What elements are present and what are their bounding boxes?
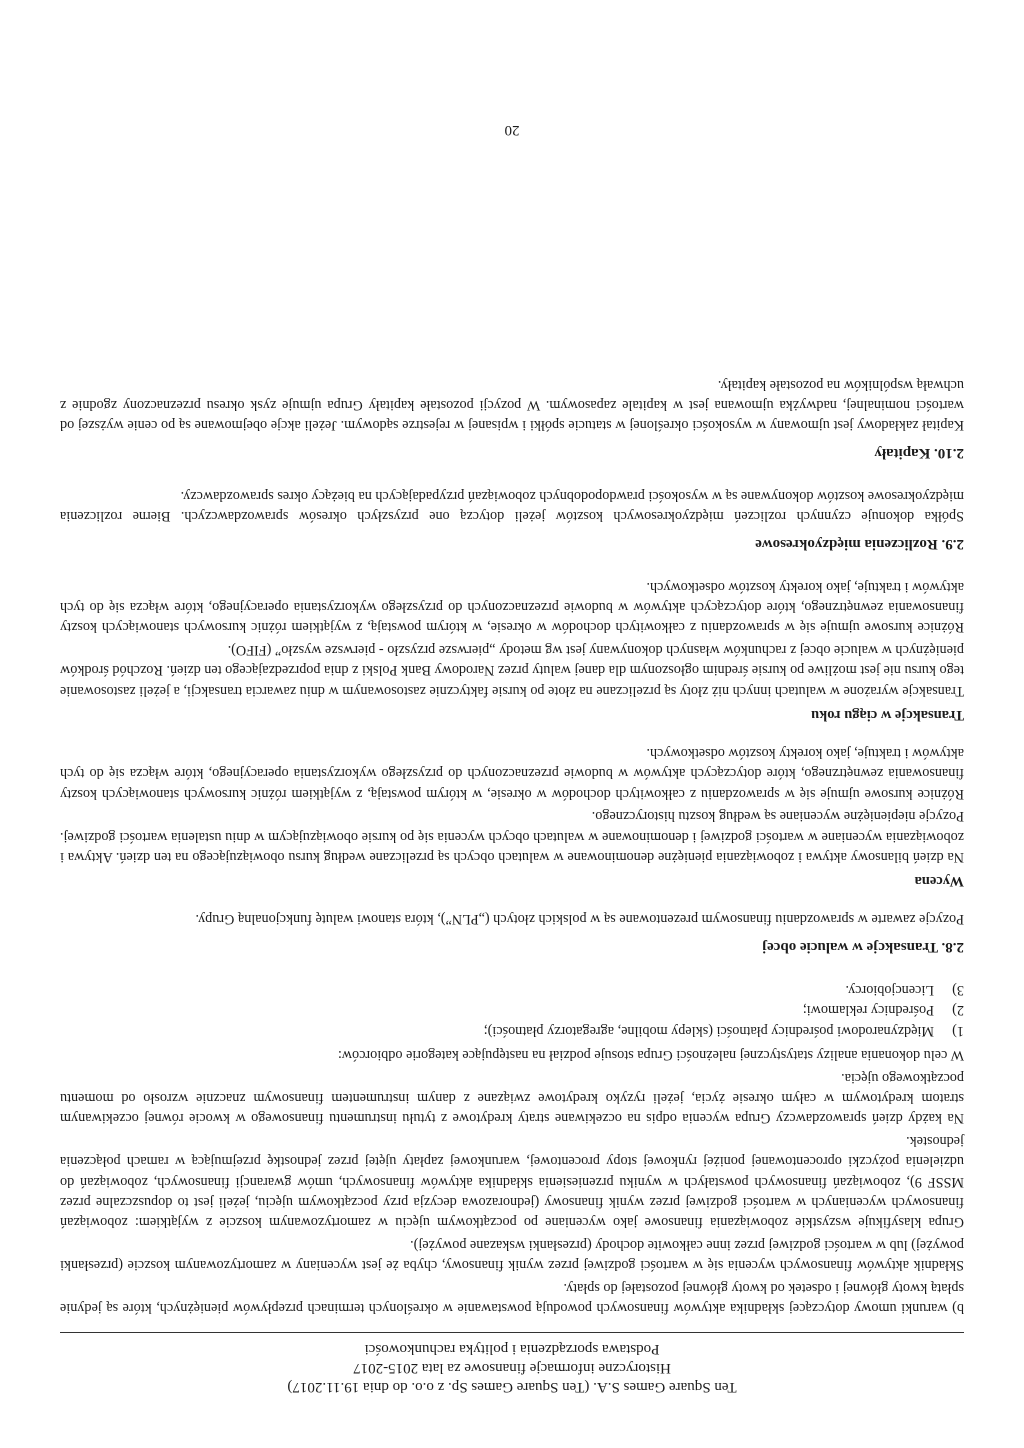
paragraph-liabilities-classification: Grupa klasyfikuje wszystkie zobowiązania finansowe jako wyceniane po początkowym ujęciu w zamortyzowanym koszcie z wyjątkiem: zobowiązań finansowych wycenianych w wartości godziwej przez wynik finansowy (jednorazowa decyzja przy początkowym ujęciu, jeżeli jest to dopuszczalne przez MSSF 9), zobowiązań finansowych powstałych w wyniku przeniesienia składnika aktywów finansowych, umów gwarancji finansowych, zobowiązań do udzielenia pożyczki oprocentowanej poniżej rynkowej stopy procentowej, warunkowej zapłaty ujętej przez jednostkę przejmującą w ramach połączenia jednostek.	[60, 1132, 964, 1231]
list-item-text: Międzynarodowi pośrednicy płatności (sklepy mobilne, agregatorzy płatności);	[483, 1022, 934, 1039]
paragraph-wycena-2: Różnice kursowe ujmuje się w sprawozdaniu z całkowitych dochodów w okresie, w którym powstają, z wyjątkiem różnic kursowych stanowiących koszty finansowania zewnętrznego, które dotyczących aktywów w budowie przeznaczonych do przyszłego wykorzystania operacyjnego, które włącza się do tych aktywów i traktuje, jako korekty kosztów odsetkowych.	[60, 745, 964, 802]
list-item-number: 1)	[952, 1022, 964, 1039]
header-company: Ten Square Games S.A. (Ten Square Games Sp. z o.o. do dnia 19.11.2017)	[287, 1379, 737, 1395]
subheading-wycena: Wycena	[914, 873, 964, 890]
section-heading-2-9: 2.9. Rozliczenia międzyokresowe	[755, 536, 964, 553]
page-content	[60, 122, 964, 1396]
list-item	[60, 980, 964, 1000]
paragraph-transakcje-2: Różnice kursowe ujmuje się w sprawozdaniu z całkowitych dochodów w okresie, w którym powstają, z wyjątkiem różnic kursowych stanowiących koszty finansowania zewnętrznego, które dotyczących aktywów w budowie przeznaczonych do przyszłego wykorzystania operacyjnego, które włącza się do tych aktywów i traktuje, jako korekty kosztów odsetkowych.	[60, 578, 964, 636]
section-heading-2-10: 2.10. Kapitały	[874, 445, 964, 462]
header-divider	[60, 1332, 964, 1333]
paragraph-functional-currency: Pozycje zawarte w sprawozdaniu finansowym prezentowane są w polskich złotych („PLN”), która stanowi walutę funkcjonalną Grupy.	[195, 911, 964, 928]
header-section: Podstawa sporządzenia i polityka rachunkowości	[364, 1341, 660, 1357]
page-header	[60, 1339, 964, 1396]
header-subtitle: Historyczne informacje finansowe za lata 2015-2017	[353, 1360, 671, 1376]
paragraph-asset-valuation: Składnik aktywów finansowych wycenia się w wartości godziwej przez wynik finansowy, chyba że jest wyceniany w zamortyzowanym koszcie (przesłanki powyżej) lub w wartości godziwej przez inne całkowite dochody (przesłanki wskazane powyżej).	[60, 1236, 964, 1274]
paragraph-equity: Kapitał zakładowy jest ujmowany w wysokości określonej w statucie spółki i wpisanej w rejestrze sądowym. Jeżeli akcje obejmowane są po cenie wyższej od wartości nominalnej, nadwyżka ujmowana jest w kapitale zapasowym. W pozycji pozostałe kapitały Grupa ujmuje zysk okresu przeznaczony zgodnie z uchwałą wspólników na pozostałe kapitały.	[60, 376, 964, 434]
list-item-text: Licencjobiorcy.	[845, 981, 934, 998]
list-item-text: Pośrednicy reklamowi;	[802, 1002, 934, 1019]
paragraph-b-clause: b) warunki umowy dotyczącej składnika aktywów finansowych powodują powstawanie w określonych terminach przepływów pieniężnych, które są jedynie spłatą kwoty głównej i odsetek od kwoty głównej pozostałej do spłaty.	[60, 1279, 964, 1316]
page-number: 20	[504, 122, 520, 138]
list-item	[60, 1000, 964, 1020]
recipient-category-list	[60, 980, 964, 1041]
paragraph-wycena-1: Na dzień bilansowy aktywa i zobowiązania pieniężne denominowane w walutach obcych są przeliczane według kursu obowiązującego na ten dzień. Aktywa i zobowiązania wyceniane w wartości godziwej i denominowane w walutach obcych wycenia się po kursie obowiązującym w dniu ustalenia wartości godziwej. Pozycje niepieniężne wyceniane są według kosztu historycznego.	[60, 808, 964, 866]
paragraph-transakcje-1: Transakcje wyrażone w walutach innych niż złoty są przeliczane na złote po kursie faktycznie zastosowanym w dniu zawarcia transakcji, a jeżeli zastosowanie tego kursu nie jest możliwe po kursie średnim ogłoszonym dla danej waluty przez Narodowy Bank Polski z dnia poprzedzającego ten dzień. Rozchód środków pieniężnych w walucie obcej z rachunków własnych dokonywany jest wg metody „pierwsze przyszło - pierwsze wyszło” (FIFO).	[60, 641, 964, 699]
paragraph-credit-losses: Na każdy dzień sprawozdawczy Grupa wycenia odpis na oczekiwane straty kredytowe z tytułu instrumentu finansowego w kwocie równej oczekiwanym stratom kredytowym w całym okresie życia, jeżeli ryzyko kredytowe związane z danym instrumentem finansowym znacznie wzrosło od momentu początkowego ujęcia.	[60, 1069, 964, 1127]
section-heading-2-8: 2.8. Transakcje w walucie obcej	[762, 939, 964, 956]
paragraph-accruals: Spółka dokonuje czynnych rozliczeń międzyokresowych kosztów jeżeli dotyczą one przyszłych okresów sprawozdawczych. Bierne rozliczenia międzyokresowe kosztów dokonywane są w wysokości prawdopodobnych zobowiązań przypadających na bieżący okres sprawozdawczy.	[60, 487, 964, 525]
list-item	[60, 1020, 964, 1040]
list-item-number: 3)	[952, 981, 964, 998]
subheading-transakcje: Transakcje w ciągu roku	[811, 706, 964, 723]
paragraph-receivables-analysis: W celu dokonania analizy statystycznej należności Grupa stosuje podział na następujące kategorie odbiorców:	[337, 1047, 964, 1064]
list-item-number: 2)	[952, 1002, 964, 1019]
